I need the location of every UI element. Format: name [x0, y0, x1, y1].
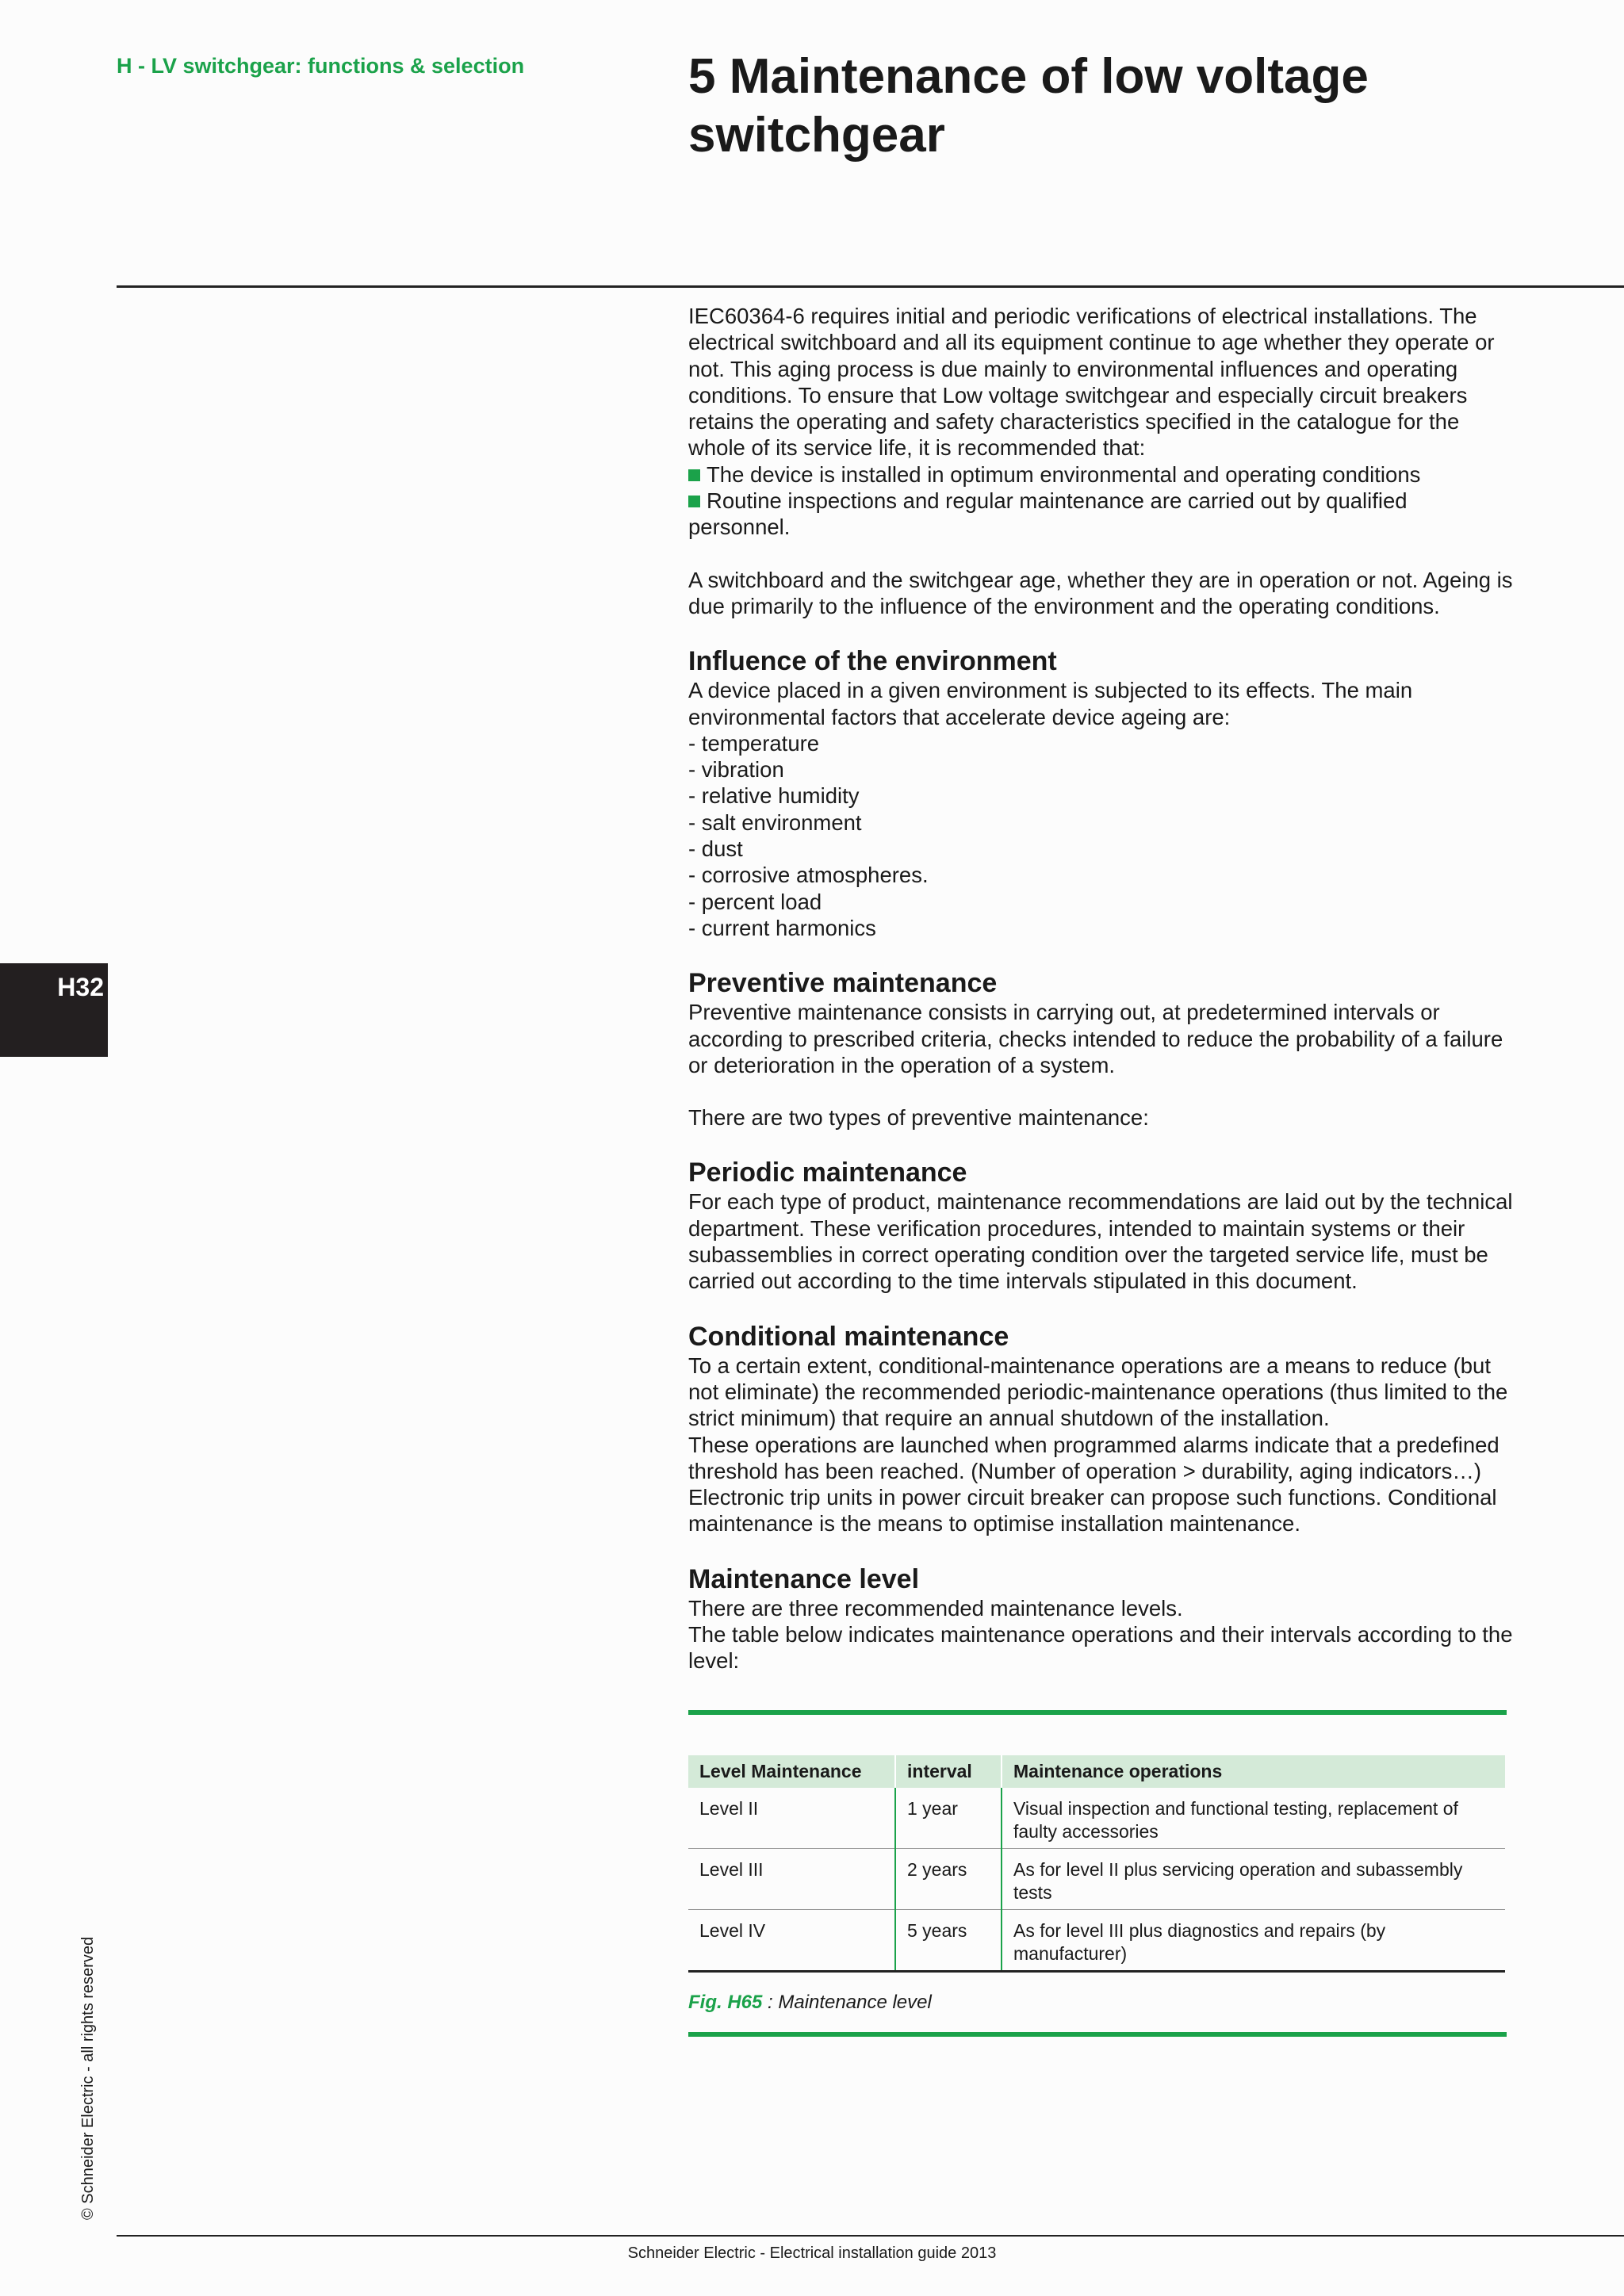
table-cell: 2 years: [895, 1849, 1002, 1910]
bullet-item: The device is installed in optimum environmental and operating conditions: [688, 461, 1513, 488]
column-header: Maintenance operations: [1002, 1755, 1505, 1788]
column-header: interval: [895, 1755, 1002, 1788]
intro-paragraph: IEC60364-6 requires initial and periodic verifications of electrical installations. The electrical switchboard and all its equipment continue to age whether they operate or not. This aging process is due mainly to environmental influences and operating conditions. To ensure that Low voltage switchgear and especially circuit breakers retains the operating and safety characteristics specified in the catalogue for the whole of its service life, it is recommended that:: [688, 304, 1495, 461]
list-item: - vibration: [688, 757, 784, 783]
table-row: [688, 1910, 1505, 1972]
environment-heading: Influence of the environment: [688, 646, 1057, 677]
bottom-divider: [117, 2235, 1624, 2237]
list-item: - percent load: [688, 889, 822, 914]
list-item: - corrosive atmospheres.: [688, 863, 929, 888]
figure-top-rule: [688, 1710, 1507, 1715]
table-cell: 5 years: [895, 1910, 1002, 1972]
level-paragraph: The table below indicates maintenance operations and their intervals according to the level:: [688, 1621, 1513, 1674]
table-cell: Level IV: [688, 1910, 895, 1972]
preventive-heading: Preventive maintenance: [688, 968, 998, 999]
table-cell: As for level II plus servicing operation and subassembly tests: [1002, 1849, 1505, 1910]
figure-caption-text: : Maintenance level: [762, 1992, 932, 2013]
level-paragraph: There are three recommended maintenance levels.: [688, 1595, 1183, 1621]
chapter-title: 5 Maintenance of low voltage switchgear: [688, 49, 1369, 163]
figure-caption: [688, 1992, 932, 2014]
periodic-heading: Periodic maintenance: [688, 1158, 967, 1188]
list-item: - current harmonics: [688, 915, 876, 940]
main-content: [688, 303, 1513, 1674]
table-cell: Visual inspection and functional testing, replacement of faulty accessories: [1002, 1788, 1505, 1849]
list-item: - relative humidity: [688, 783, 860, 809]
table-cell: Level III: [688, 1849, 895, 1910]
level-heading: Maintenance level: [688, 1563, 920, 1594]
preventive-types-paragraph: There are two types of preventive maintenance:: [688, 1105, 1149, 1131]
list-item: - temperature: [688, 730, 820, 756]
figure-label: Fig. H65: [688, 1992, 763, 2013]
conditional-paragraph: Electronic trip units in power circuit breaker can propose such functions. Conditional maintenance is the means to optimise installation maintenance.: [688, 1485, 1497, 1536]
page-footer: Schneider Electric - Electrical installation guide 2013: [627, 2244, 997, 2262]
page-number-tab: H32: [0, 963, 108, 1057]
green-square-bullet-icon: [688, 469, 700, 481]
conditional-paragraph: These operations are launched when programmed alarms indicate that a predefined threshold has been reached. (Number of operation > durability, aging indicators…): [688, 1432, 1500, 1483]
figure-bottom-rule: [688, 2032, 1507, 2037]
preventive-paragraph: Preventive maintenance consists in carrying out, at predetermined intervals or according to prescribed criteria, checks intended to reduce the probability of a failure or deterioration in the operation of a system.: [688, 1000, 1503, 1077]
periodic-paragraph: For each type of product, maintenance recommendations are laid out by the technical department. These verification procedures, intended to maintain systems or their subassemblies in correct operating condition over the targeted service life, must be carried out according to the time intervals stipulated in this document.: [688, 1189, 1513, 1294]
conditional-paragraph: To a certain extent, conditional-maintenance operations are a means to reduce (but not eliminate) the recommended periodic-maintenance operations (thus limited to the strict minimum) that require an annual shutdown of the installation.: [688, 1353, 1508, 1431]
table-cell: Level II: [688, 1788, 895, 1849]
conditional-heading: Conditional maintenance: [688, 1321, 1009, 1352]
ageing-paragraph: A switchboard and the switchgear age, whether they are in operation or not. Ageing is due primarily to the influence of the environment and the operating conditions.: [688, 567, 1513, 618]
table-cell: As for level III plus diagnostics and repairs (by manufacturer): [1002, 1910, 1505, 1972]
table-row: [688, 1849, 1505, 1910]
bullet-item: Routine inspections and regular maintenance are carried out by qualified personnel.: [688, 488, 1408, 540]
maintenance-level-table: [688, 1755, 1505, 1973]
environment-paragraph: A device placed in a given environment is subjected to its effects. The main environmental factors that accelerate device ageing are:: [688, 678, 1413, 729]
section-header: H - LV switchgear: functions & selection: [117, 54, 525, 78]
column-header: Level Maintenance: [688, 1755, 895, 1788]
environment-factor-list: [688, 730, 1513, 941]
table-header-row: [688, 1755, 1505, 1788]
green-square-bullet-icon: [688, 496, 700, 507]
table-row: [688, 1788, 1505, 1849]
list-item: - dust: [688, 836, 743, 862]
top-divider: [117, 285, 1624, 288]
copyright-notice: © Schneider Electric - all rights reserved: [79, 1936, 97, 2220]
table-cell: 1 year: [895, 1788, 1002, 1849]
list-item: - salt environment: [688, 809, 862, 835]
